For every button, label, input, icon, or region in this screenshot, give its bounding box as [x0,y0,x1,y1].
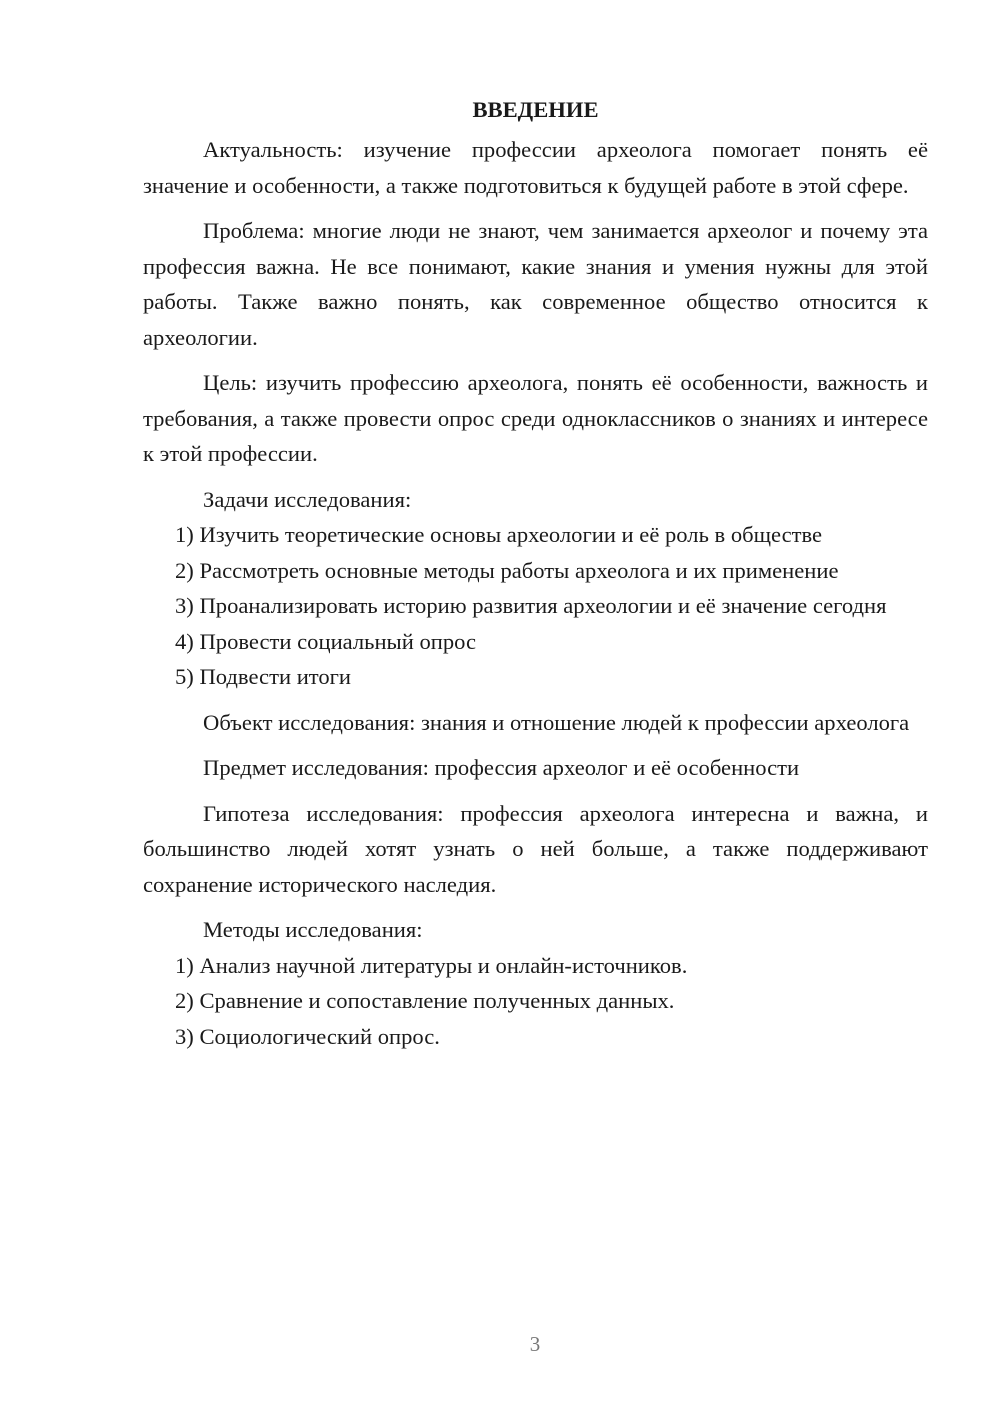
tasks-heading: Задачи исследования: [203,486,412,512]
goal-paragraph: Цель: изучить профессию археолога, понять её особенности, важность и требования, а также провести опрос среди одноклассников о знаниях и интересе к этой профессии. [143,370,928,466]
hypothesis-paragraph: Гипотеза исследования: профессия археолога интересна и важна, и большинство людей хотят узнать о ней больше, а также поддерживают сохранение исторического наследия. [143,800,928,897]
task-item-3: 3) Проанализировать историю развития археологии и её значение сегодня [175,593,887,618]
subject-paragraph: Предмет исследования: профессия археолог и её особенности [203,755,800,780]
problem-paragraph: Проблема: многие люди не знают, чем занимается археолог и почему эта профессия важна. Не все понимают, какие знания и умения нужны для этой работы. Также важно понять, как современное общество относится к археологии. [143,218,928,350]
method-item-2: 2) Сравнение и сопоставление полученных данных. [175,988,675,1013]
method-item-1: 1) Анализ научной литературы и онлайн-источников. [175,952,688,978]
task-item-5: 5) Подвести итоги [175,664,352,689]
task-item-2: 2) Рассмотреть основные методы работы археолога и их применение [175,557,839,583]
methods-heading: Методы исследования: [203,917,423,942]
page-number: 3 [529,1332,541,1356]
document-page [143,92,928,1054]
task-item-4: 4) Провести социальный опрос [175,628,477,654]
relevance-paragraph: Актуальность: изучение профессии археолога помогает понять её значение и особенности, а также подготовиться к будущей работе в этой сфере. [143,137,928,198]
task-item-1: 1) Изучить теоретические основы археологии и её роль в обществе [175,522,823,547]
document-title: ВВЕДЕНИЕ [472,97,599,122]
method-item-3: 3) Социологический опрос. [175,1023,440,1049]
object-paragraph: Объект исследования: знания и отношение людей к профессии археолога [203,709,910,735]
